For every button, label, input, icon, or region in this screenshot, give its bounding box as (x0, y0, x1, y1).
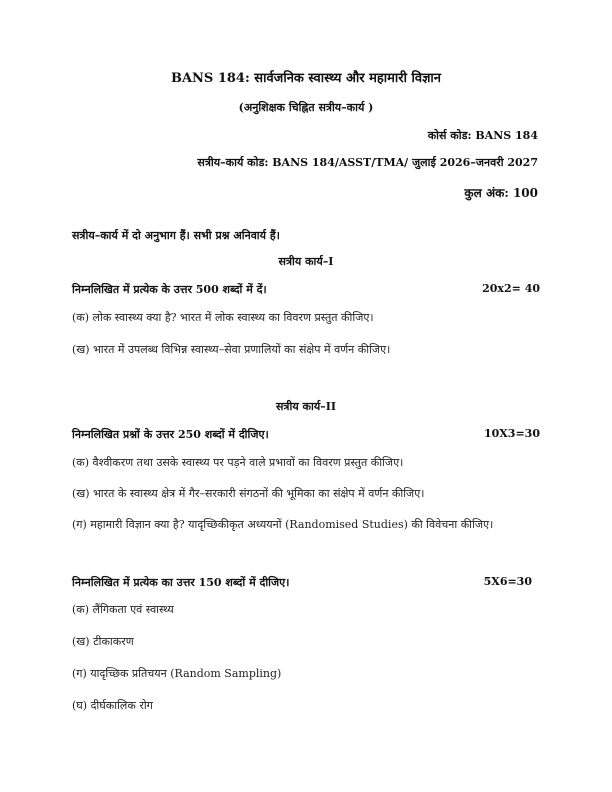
section-2a-instruction: निम्नलिखित प्रश्नों के उत्तर 250 शब्दों में दीजिए। (72, 428, 269, 441)
course-code: कोर्स कोड: BANS 184 (427, 129, 538, 142)
question-item: (क) लैंगिकता एवं स्वास्थ्य (72, 603, 174, 616)
section-2b-instruction: निम्नलिखित में प्रत्येक का उत्तर 150 शब्दों में दीजिए। (72, 576, 290, 589)
total-marks: कुल अंक: 100 (464, 186, 538, 200)
question-item: (क) वैश्वीकरण तथा उसके स्वास्थ्य पर पड़ने वाले प्रभावों का विवरण प्रस्तुत कीजिए। (72, 456, 404, 469)
question-item: (ख) भारत के स्वास्थ्य क्षेत्र में गैर–सरकारी संगठनों की भूमिका का संक्षेप में वर्णन कीजिए। (72, 487, 425, 500)
section-2b-marks: 5X6=30 (483, 575, 532, 588)
question-item: (ग) महामारी विज्ञान क्या है? यादृच्छिकीकृत अध्ययनों (Randomised Studies) की विवेचना कीजिए। (72, 518, 494, 531)
section-2-heading: सत्रीय कार्य–II (275, 400, 337, 413)
section-1-heading: सत्रीय कार्य–I (278, 255, 334, 268)
question-item: (क) लोक स्वास्थ्य क्या है? भारत में लोक स्वास्थ्य का विवरण प्रस्तुत कीजिए। (72, 311, 374, 324)
question-item: (ख) भारत में उपलब्ध विभिन्न स्वास्थ्य–सेवा प्रणालियों का संक्षेप में वर्णन कीजिए। (72, 343, 391, 356)
question-item: (घ) दीर्घकालिक रोग (72, 699, 153, 712)
document-title: BANS 184: सार्वजनिक स्वास्थ्य और महामारी विज्ञान (170, 71, 442, 86)
assignment-code: सत्रीय–कार्य कोड: BANS 184/ASST/TMA/ जुलाई 2026–जनवरी 2027 (197, 156, 538, 169)
section-2a-marks: 10X3=30 (483, 427, 540, 440)
general-note: सत्रीय–कार्य में दो अनुभाग हैं। सभी प्रश्न अनिवार्य हैं। (72, 229, 280, 242)
section-1-instruction: निम्नलिखित में प्रत्येक के उत्तर 500 शब्दों में दें। (72, 283, 267, 296)
document-subtitle: (अनुशिक्षक चिह्नित सत्रीय–कार्य ) (238, 101, 374, 114)
section-1-marks: 20x2= 40 (482, 282, 540, 295)
question-item: (ख) टीकाकरण (72, 635, 134, 648)
question-item: (ग) यादृच्छिक प्रतिचयन (Random Sampling) (72, 667, 282, 680)
